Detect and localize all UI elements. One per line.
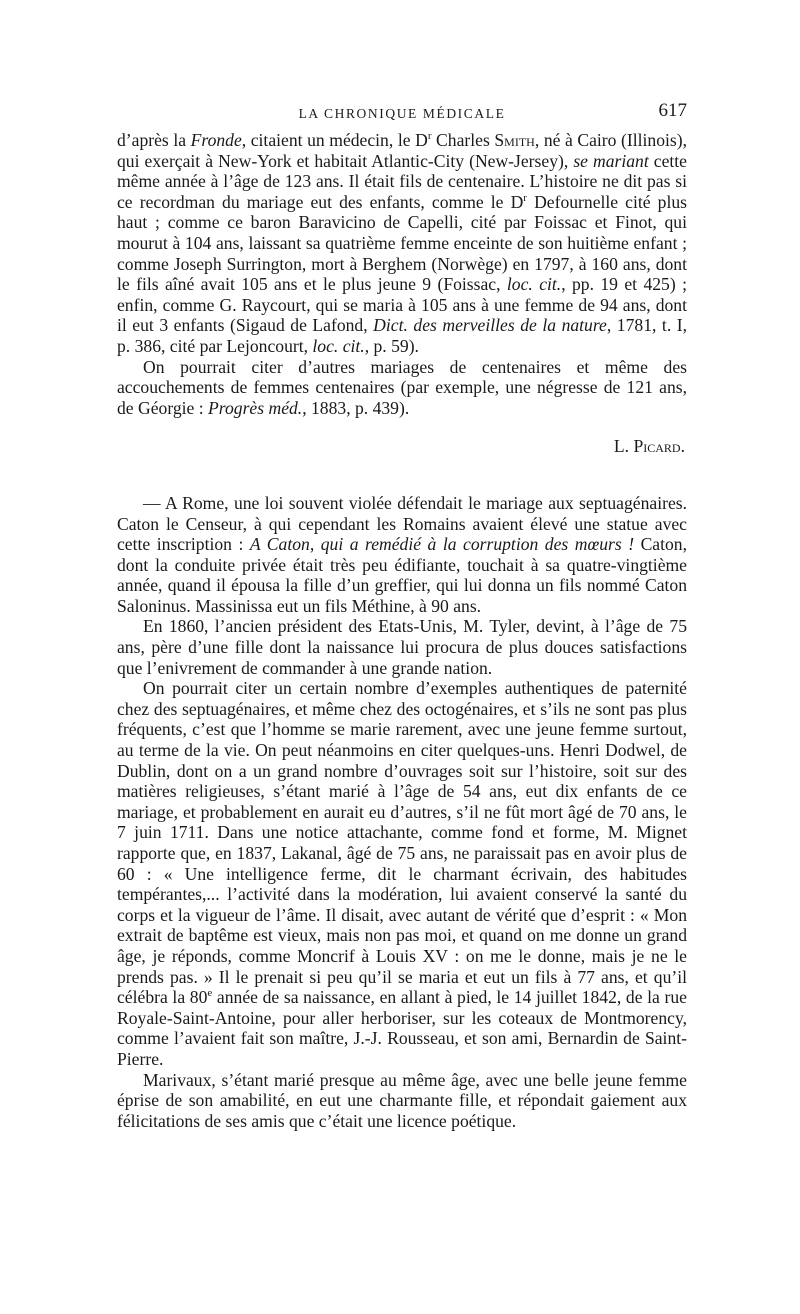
journal-title: Progrès méd. [208, 397, 303, 418]
text-run: , né à Cairo (Illinois), qui exerçait à New-York et habitait Atlantic-City (New-Jersey), [117, 130, 688, 171]
body-text [117, 130, 687, 1131]
text-run: Charles [431, 130, 495, 150]
text-run: année de sa naissance, en allant à pied, le 14 juillet 1842, de la rue Royale-Saint-Antoine, pour aller herboriser, sur les coteaux de Montmorency, comme l’avaient fait son maître, J.-J. Rousseau, et son ami, Bernardin de Saint-Pierre. [117, 987, 687, 1069]
superscript: r [427, 130, 432, 143]
text-run: Defournelle cité plus haut ; comme ce baron Baravicino de Capelli, cité par Foissac et Finot, qui mourut à 104 ans, laissant sa quatrième femme enceinte de son huitième enfant ; comme Joseph Surrington, mort à Berghem (Norwège) en 1797, à 160 ans, dont le fils aîné avait 105 ans et le plus jeune 9 (Foissac, [117, 191, 687, 295]
person-name: Smith [494, 130, 535, 150]
italic-phrase: se mariant [573, 150, 649, 171]
signature-end: . [680, 436, 685, 457]
text-run: , pp. 19 et 425) ; enfin, comme G. Raycourt, qui se maria à 105 ans à une femme de 94 ans, dont il eut 3 enfants (Sigaud de Lafond, [117, 274, 687, 336]
text-run: — A Rome, une loi souvent violée défendait le mariage aux septuagénaires. Caton le Censeur, à qui cependant les Romains avaient élevé une statue avec cette inscription : [117, 492, 687, 555]
paragraph-tyler: En 1860, l’ancien président des Etats-Unis, M. Tyler, devint, à l’âge de 75 ans, père d’une fille dont la naissance lui procura de plus douces satisfactions que l’enivrement de commander à une grande nation. [117, 616, 687, 678]
paragraph-marivaux: Marivaux, s’étant marié presque au même âge, avec une belle jeune femme éprise de son amabilité, en eut une charmante fille, et répondait gaiement aux félicitations de ses amis que c’était une licence poétique. [117, 1069, 687, 1131]
citation: loc. cit. [506, 274, 562, 295]
paragraph-rome [117, 493, 687, 617]
text-run: d’après la [117, 130, 191, 150]
citation: loc. cit. [312, 335, 365, 356]
text-run: , p. 59). [364, 335, 419, 356]
superscript: r [523, 191, 527, 204]
page-number: 617 [658, 100, 687, 121]
page-header [117, 100, 687, 130]
author-signature [117, 436, 685, 457]
text-run: On pourrait citer un certain nombre d’exemples authentiques de paternité chez des septuagénaires, et même chez des octogénaires, et s’ils ne sont pas plus fréquents, c’est que l’homme se marie rarement, avec une jeune femme surtout, au terme de la vie. On peut néanmoins en citer quelques-uns. Henri Dodwel, de Dublin, dont on a un grand nombre d’ouvrages soit sur l’histoire, soit sur des matières religieuses, s’étant marié à l’âge de 54 ans, eut dix enfants de ce mariage, et probablement en aurait eu d’autres, s’il ne fût mort âgé de 70 ans, le 7 juin 1711. Dans une notice attachante, comme fond et forme, M. Mignet rapporte que, en 1837, Lakanal, âgé de 75 ans, ne paraissait pas en avoir plus de 60 : « Une intelligence ferme, dit le charmant écrivain, des habitudes tempérantes,... l’activité dans la modération, lui avaient conservé la santé du corps et la vigueur de l’âme. Il disait, avec autant de vérité que d’esprit : « Mon extrait de baptême est vieux, mais non pas moi, et quand on me donne un grand âge, je réponds, comme Moncrif à Louis XV : on me le donne, mais je ne le prends pas. » Il le prenait si peu qu’il se maria et eut un fils à 77 ans, et qu’il célébra la 80 [117, 678, 687, 1008]
paragraph-centenarian-births [117, 357, 687, 419]
journal-title: Fronde [190, 130, 242, 150]
text-run: , citaient un médecin, le D [241, 130, 428, 150]
text-run: On pourrait citer d’autres mariages de centenaires et même des accouchements de femmes centenaires (par exemple, une négresse de 121 ans, de Géorgie : [117, 356, 687, 418]
book-page [117, 100, 687, 1131]
text-run: , 1883, p. 439). [302, 397, 410, 418]
running-title: LA CHRONIQUE MÉDICALE [298, 106, 506, 121]
superscript: e [207, 987, 213, 1000]
signature-name: Picard [633, 436, 681, 457]
section-septuagenarians [117, 493, 687, 1131]
text-run: cette même année à l’âge de 123 ans. Il était fils de centenaire. L’histoire ne dit pas si ce recordman du mariage eut des enfants, comme le D [117, 150, 687, 212]
paragraph-centenarian-marriages [117, 130, 687, 357]
inscription-quote: A Caton, qui a remédié à la corruption des mœurs ! [249, 534, 635, 555]
signature-initial: L. [613, 436, 634, 457]
text-run: Caton, dont la conduite privée était très peu édifiante, touchait à sa quatre-vingtième année, quand il épousa la fille d’un greffier, qui lui donna un fils nommé Caton Saloninus. Massinissa eut un fils Méthine, à 90 ans. [117, 534, 687, 616]
text-run: , 1781, t. I, p. 386, cité par Lejoncourt, [117, 315, 688, 356]
book-title: Dict. des merveilles de la nature [373, 315, 607, 336]
paragraph-paternity-examples [117, 678, 687, 1069]
